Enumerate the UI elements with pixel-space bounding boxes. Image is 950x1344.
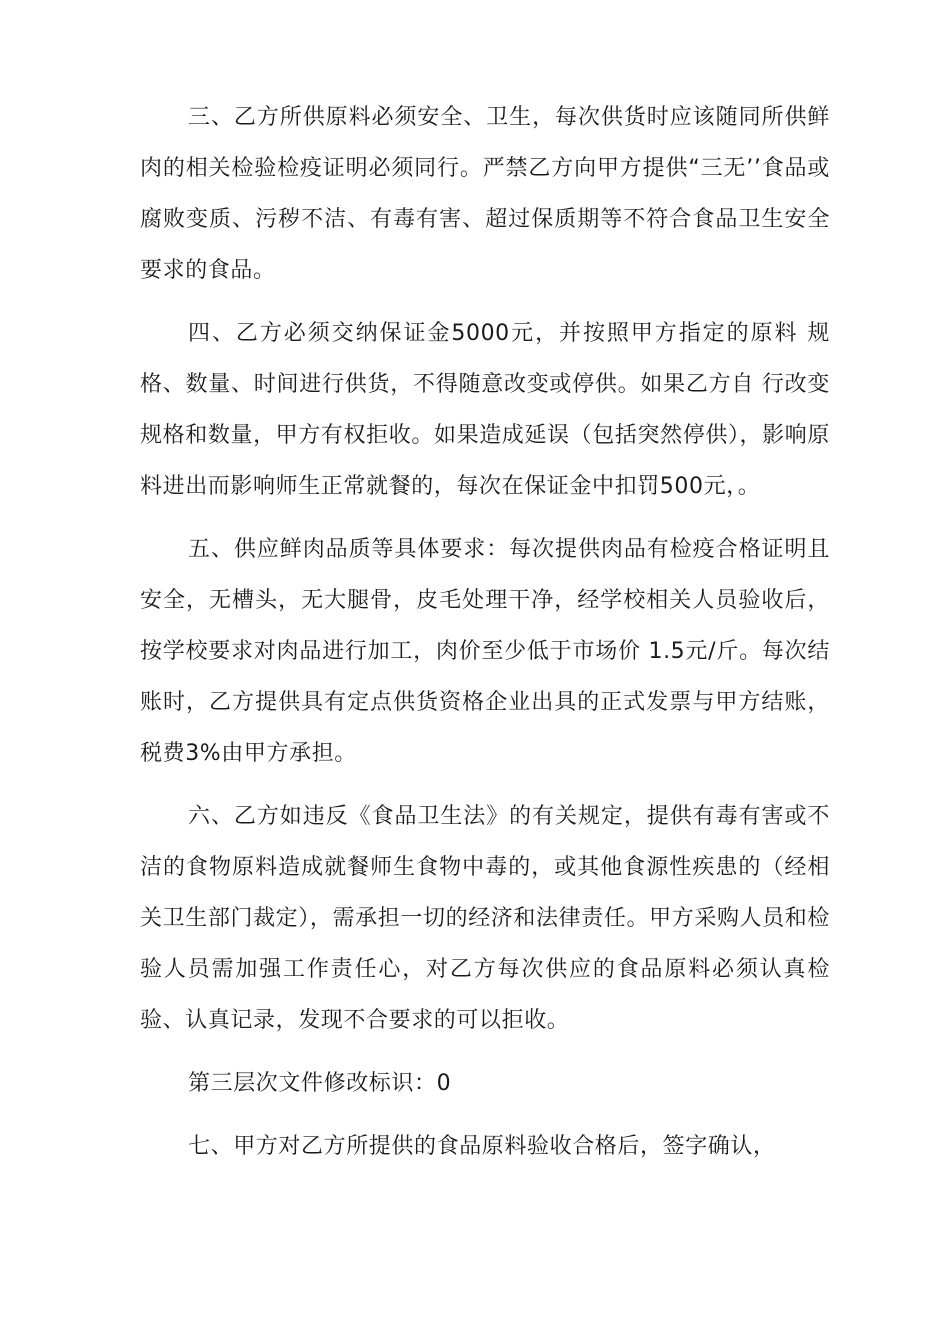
- clause-four-paragraph: 四、乙方必须交纳保证金5000元，并按照甲方指定的原料 规格、数量、时间进行供货，不得随意改变或停供。如果乙方自 行改变规格和数量，甲方有权拒收。如果造成延误（包括突然停供），影响原料进出而影响师生正常就餐的，每次在保证金中扣罚500元，。: [140, 321, 830, 499]
- clause-five-paragraph: 五、供应鲜肉品质等具体要求：每次提供肉品有检疫合格证明且安全，无槽头，无大腿骨，皮毛处理干净，经学校相关人员验收后，按学校要求对肉品进行加工，肉价至少低于市场价 1.5元/斤。每次结账时，乙方提供具有定点供货资格企业出具的正式发票与甲方结账，税费3%由甲方承担。: [140, 537, 830, 766]
- clause-seven-paragraph: 七、甲方对乙方所提供的食品原料验收合格后，签字确认，: [188, 1134, 776, 1159]
- document-body: [140, 92, 830, 1184]
- revision-mark-paragraph: 第三层次文件修改标识：0: [188, 1071, 452, 1096]
- clause-six-paragraph: 六、乙方如违反《食品卫生法》的有关规定，提供有毒有害或不洁的食物原料造成就餐师生食物中毒的，或其他食源性疾患的（经相关卫生部门裁定），需承担一切的经济和法律责任。甲方采购人员和检验人员需加强工作责任心，对乙方每次供应的食品原料必须认真检验、认真记录，发现不合要求的可以拒收。: [140, 804, 830, 1033]
- clause-three-paragraph: 三、乙方所供原料必须安全、卫生，每次供货时应该随同所供鲜肉的相关检验检疫证明必须同行。严禁乙方向甲方提供“三无’’食品或腐败变质、污秽不洁、有毒有害、超过保质期等不符合食品卫生安全要求的食品。: [140, 105, 830, 283]
